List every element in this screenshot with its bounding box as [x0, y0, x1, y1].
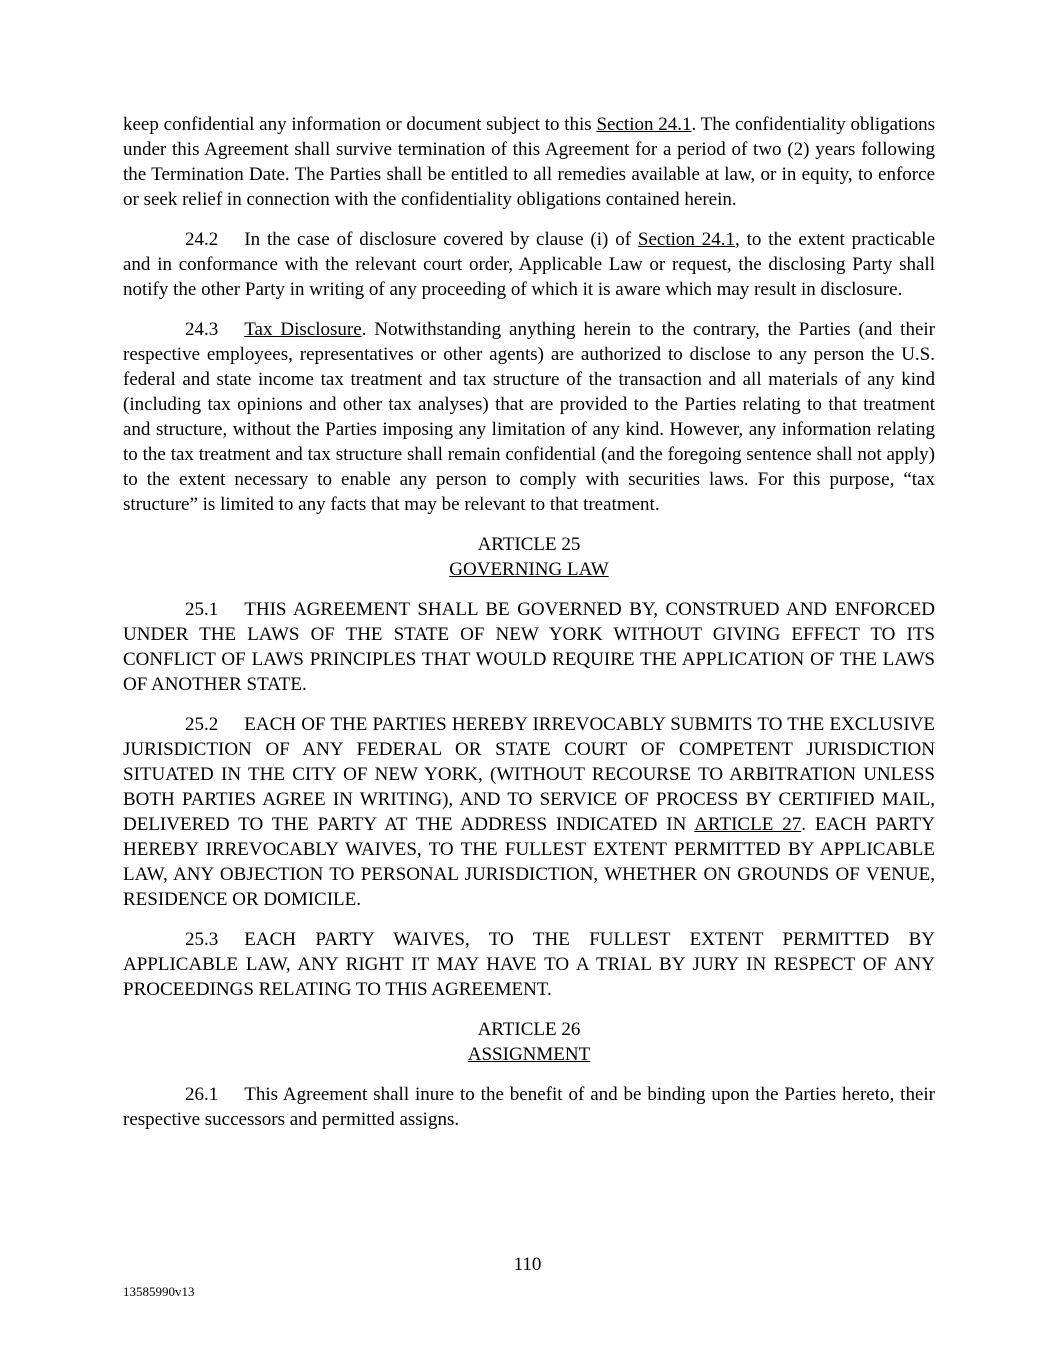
text-run: EACH OF THE PARTIES HEREBY IRREVOCABLY SUBMITS TO THE EXCLUSIVE JURISDICTION OF ANY FEDERAL OR STATE COURT OF COMPETENT JURISDICTION SITUATED IN THE CITY OF NEW YORK, (WITHOUT RECOURSE TO ARBITRATION UNLESS BOTH PARTIES AGREE IN WRITING), AND TO SERVICE OF PROCESS BY CERTIFIED MAIL, DELIVERED TO THE PARTY AT THE ADDRESS INDICATED IN — [123, 714, 935, 835]
article-25-heading — [123, 532, 935, 557]
article-26-subheading-assignment — [123, 1042, 935, 1067]
text-run: 25.2 — [185, 714, 219, 735]
text-run: 25.1 — [185, 599, 219, 620]
paragraph-26-1 — [123, 1082, 935, 1132]
article-25-subheading-governing-law — [123, 557, 935, 582]
underlined-text-run: Section 24.1 — [637, 229, 736, 250]
text-run: 25.3 — [185, 929, 219, 950]
paragraph-25-1 — [123, 597, 935, 697]
paragraph-confidentiality-continuation — [123, 112, 935, 212]
text-run: 24.2 — [185, 229, 219, 250]
text-run: 26.1 — [185, 1084, 219, 1105]
page-content — [123, 112, 935, 1147]
paragraph-25-2 — [123, 712, 935, 912]
underlined-text-run: ASSIGNMENT — [467, 1044, 591, 1065]
text-run: , to the extent practicable and in conformance with the relevant court order, Applicable Law or request, the disclosing Party shall notify the other Party in writing of any proceeding of which it is aware which may result in disclosure. — [123, 229, 935, 300]
text-run: ARTICLE 26 — [477, 1019, 581, 1040]
page-number: 110 — [513, 1254, 542, 1275]
document-id-footer: 13585990v13 — [123, 1284, 195, 1299]
underlined-text-run: Tax Disclosure — [244, 319, 362, 340]
text-run: EACH PARTY WAIVES, TO THE FULLEST EXTENT PERMITTED BY APPLICABLE LAW, ANY RIGHT IT MAY HAVE TO A TRIAL BY JURY IN RESPECT OF ANY PROCEEDINGS RELATING TO THIS AGREEMENT. — [123, 929, 935, 1000]
text-run: ARTICLE 25 — [477, 534, 581, 555]
text-run: . EACH PARTY HEREBY IRREVOCABLY WAIVES, TO THE FULLEST EXTENT PERMITTED BY APPLICABLE LAW, ANY OBJECTION TO PERSONAL JURISDICTION, WHETHER ON GROUNDS OF VENUE, RESIDENCE OR DOMICILE. — [123, 814, 936, 910]
paragraph-25-3 — [123, 927, 935, 1002]
underlined-text-run: Section 24.1 — [596, 114, 692, 135]
text-run: 24.3 — [185, 319, 219, 340]
text-run: THIS AGREEMENT SHALL BE GOVERNED BY, CONSTRUED AND ENFORCED UNDER THE LAWS OF THE STATE OF NEW YORK WITHOUT GIVING EFFECT TO ITS CONFLICT OF LAWS PRINCIPLES THAT WOULD REQUIRE THE APPLICATION OF THE LAWS OF ANOTHER STATE. — [123, 599, 935, 695]
paragraph-24-2 — [123, 227, 935, 302]
article-26-heading — [123, 1017, 935, 1042]
text-run: This Agreement shall inure to the benefit of and be binding upon the Parties hereto, their respective successors and permitted assigns. — [123, 1084, 935, 1130]
text-run: . Notwithstanding anything herein to the contrary, the Parties (and their respective employees, representatives or other agents) are authorized to disclose to any person the U.S. federal and state income tax treatment and tax structure of the transaction and all materials of any kind (including tax opinions and other tax analyses) that are provided to the Parties relating to that treatment and structure, without the Parties imposing any limitation of any kind. However, any information relating to the tax treatment and tax structure shall remain confidential (and the foregoing sentence shall not apply) to the extent necessary to enable any person to comply with securities laws. For this purpose, “tax structure” is limited to any facts that may be relevant to that treatment. — [123, 319, 935, 515]
paragraph-24-3-tax-disclosure — [123, 317, 935, 517]
text-run: keep confidential any information or document subject to this — [123, 114, 597, 135]
underlined-text-run: GOVERNING LAW — [449, 559, 609, 580]
text-run: In the case of disclosure covered by clause (i) of — [244, 229, 638, 250]
underlined-text-run: ARTICLE 27 — [694, 814, 802, 835]
text-run: . The confidentiality obligations under this Agreement shall survive termination of this Agreement for a period of two (2) years following the Termination Date. The Parties shall be entitled to all remedies available at law, or in equity, to enforce or seek relief in connection with the confidentiality obligations contained herein. — [123, 114, 935, 210]
